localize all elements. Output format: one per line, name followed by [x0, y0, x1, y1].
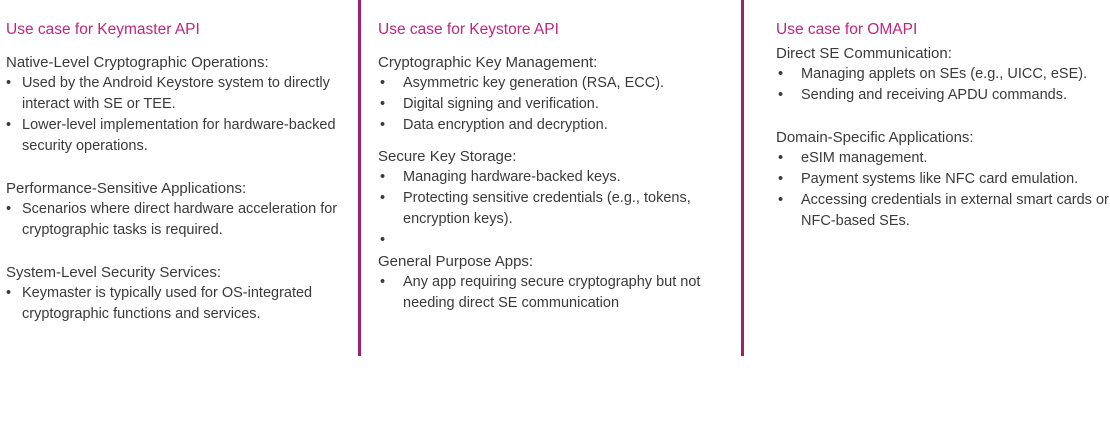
- section-heading: Cryptographic Key Management:: [378, 54, 598, 71]
- list-item: • Accessing credentials in external smart cards or NFC-based SEs.: [776, 190, 1110, 232]
- section-heading: Performance-Sensitive Applications:: [6, 180, 247, 197]
- omapi-column: [776, 0, 1110, 232]
- omapi-section-domain: [776, 127, 1110, 232]
- keystore-section-general: [378, 251, 730, 314]
- omapi-title: Use case for OMAPI: [776, 21, 918, 38]
- list-item: • Protecting sensitive credentials (e.g., tokens, encryption keys).: [378, 188, 730, 230]
- list-item: • Scenarios where direct hardware acceleration for cryptographic tasks is required.: [6, 199, 350, 241]
- keystore-section-storage: [378, 146, 730, 251]
- list-item: • Used by the Android Keystore system to directly interact with SE or TEE.: [6, 73, 350, 115]
- list-item: • Any app requiring secure cryptography but not needing direct SE communication: [378, 272, 730, 314]
- omapi-section-direct: [776, 43, 1110, 106]
- bullet-list: [378, 73, 730, 136]
- bullet-list: [378, 272, 730, 314]
- keymaster-column: [6, 0, 350, 325]
- list-item: • Lower-level implementation for hardware-backed security operations.: [6, 115, 350, 157]
- list-item: • Payment systems like NFC card emulation.: [776, 169, 1110, 190]
- section-heading: Direct SE Communication:: [776, 45, 952, 62]
- keystore-section-key-management: [378, 52, 730, 136]
- section-heading: System-Level Security Services:: [6, 264, 222, 281]
- keystore-column: [378, 0, 730, 314]
- section-heading: Secure Key Storage:: [378, 148, 517, 165]
- keystore-title: Use case for Keystore API: [378, 21, 559, 38]
- keymaster-section-native: [6, 52, 350, 157]
- bullet-list: [776, 148, 1110, 232]
- section-heading: Domain-Specific Applications:: [776, 129, 974, 146]
- section-heading: General Purpose Apps:: [378, 253, 534, 270]
- list-item: • Managing hardware-backed keys.: [378, 167, 730, 188]
- section-heading: Native-Level Cryptographic Operations:: [6, 54, 269, 71]
- keymaster-title: Use case for Keymaster API: [6, 21, 200, 38]
- list-item-empty: [378, 230, 730, 251]
- column-divider-1: [358, 0, 361, 356]
- bullet-list: [6, 73, 350, 157]
- list-item: • Sending and receiving APDU commands.: [776, 85, 1110, 106]
- list-item: • Managing applets on SEs (e.g., UICC, eSE).: [776, 64, 1110, 85]
- bullet-list: [378, 167, 730, 251]
- list-item: • Asymmetric key generation (RSA, ECC).: [378, 73, 730, 94]
- bullet-list: [6, 199, 350, 241]
- keymaster-section-performance: [6, 178, 350, 241]
- keymaster-section-system: [6, 262, 350, 325]
- list-item: • Digital signing and verification.: [378, 94, 730, 115]
- list-item: • Keymaster is typically used for OS-integrated cryptographic functions and services.: [6, 283, 350, 325]
- bullet-list: [776, 64, 1110, 106]
- column-divider-2: [741, 0, 744, 356]
- bullet-list: [6, 283, 350, 325]
- list-item: • Data encryption and decryption.: [378, 115, 730, 136]
- list-item: • eSIM management.: [776, 148, 1110, 169]
